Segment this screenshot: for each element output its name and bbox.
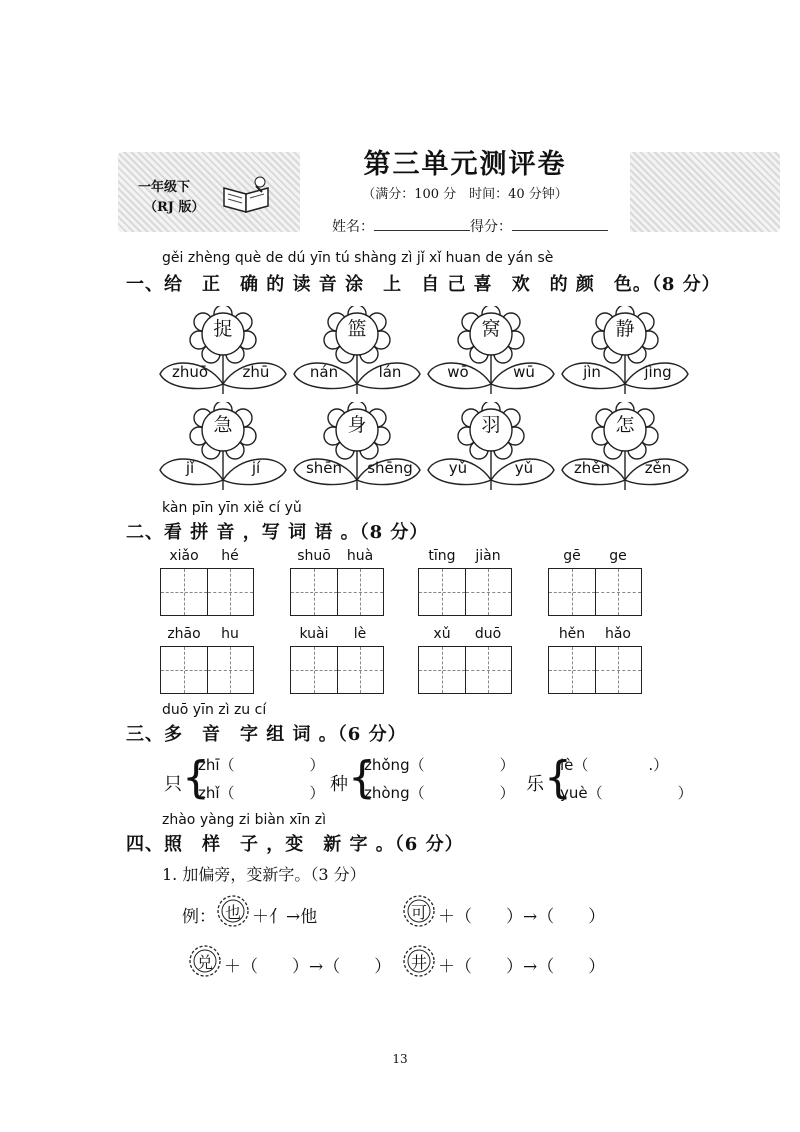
pinyin-option[interactable]: yǔ <box>514 459 534 477</box>
section1-pinyin: gěi zhèng què de dú yīn tú shàng zì jǐ xǐ huan de yán sè <box>162 250 554 266</box>
section2-heading: 二、看 拼 音 ，写 词 语 。（8 分） <box>126 522 429 543</box>
polyphone-char: 种 <box>330 774 348 795</box>
question-char: 可 <box>410 903 427 922</box>
flower-item <box>292 306 422 396</box>
pinyin-option[interactable]: zhuō <box>171 363 209 381</box>
page-title: 第三单元测评卷 <box>363 149 567 180</box>
writing-cell[interactable] <box>549 647 596 693</box>
pinyin-label: huà <box>346 548 374 564</box>
polyphone-blank[interactable]: zhòng（ ） <box>364 784 515 802</box>
pinyin-label: hěn <box>558 626 586 642</box>
flower-char: 静 <box>615 318 635 340</box>
polyphone-char: 乐 <box>526 774 544 795</box>
word-writing-grid <box>290 548 386 628</box>
writing-cell[interactable] <box>466 647 512 693</box>
flower-char: 捉 <box>213 318 233 340</box>
flower-item <box>158 306 288 396</box>
polyphone-char: 只 <box>164 774 182 795</box>
subquestion-label: 1. 加偏旁，变新字。（3 分） <box>162 865 366 884</box>
flower-char: 怎 <box>615 414 635 436</box>
sun-char <box>216 894 250 928</box>
writing-cell[interactable] <box>161 647 208 693</box>
flower-char: 羽 <box>481 414 501 436</box>
tianzige-boxes <box>160 646 254 694</box>
word-writing-grid <box>548 548 644 628</box>
writing-cell[interactable] <box>291 569 338 615</box>
answer-blank[interactable]: ＋（ ）→（ ） <box>438 957 606 977</box>
polyphone-item <box>526 752 696 812</box>
edition-label: （RJ 版） <box>144 200 205 215</box>
tianzige-boxes <box>290 568 384 616</box>
writing-cell[interactable] <box>466 569 512 615</box>
polyphone-blank[interactable]: zhī（ ） <box>198 756 325 774</box>
example-char: 也 <box>224 903 241 922</box>
section2-pinyin: kàn pīn yīn xiě cí yǔ <box>162 500 302 516</box>
pinyin-option[interactable]: wō <box>447 363 469 381</box>
pinyin-label: hu <box>221 626 239 642</box>
pinyin-label: xǔ <box>433 626 451 642</box>
pinyin-option[interactable]: wū <box>513 363 535 381</box>
word-writing-grid <box>418 626 514 706</box>
pinyin-option[interactable]: lán <box>378 363 402 381</box>
writing-cell[interactable] <box>338 569 384 615</box>
tianzige-boxes <box>548 568 642 616</box>
writing-cell[interactable] <box>208 647 254 693</box>
polyphone-item <box>164 752 334 812</box>
polyphone-item <box>330 752 520 812</box>
name-blank[interactable] <box>374 216 470 231</box>
polyphone-blank[interactable]: lè（ .） <box>560 756 669 774</box>
writing-cell[interactable] <box>419 647 466 693</box>
pinyin-option[interactable]: zhěn <box>573 459 611 477</box>
pinyin-label: tīng <box>428 548 456 564</box>
flower-item <box>426 306 556 396</box>
book-icon <box>220 174 276 214</box>
section4-heading: 四、照 样 子 ，变 新 字 。（6 分） <box>126 834 464 855</box>
pinyin-option[interactable]: zhū <box>242 363 270 381</box>
flower-item <box>426 402 556 492</box>
polyphone-blank[interactable]: zhǒng（ ） <box>364 756 515 774</box>
word-writing-grid <box>290 626 386 706</box>
flower-char: 篮 <box>347 318 367 340</box>
example-equation: ＋亻→他 <box>252 907 318 927</box>
pinyin-option[interactable]: jìn <box>583 363 601 381</box>
pinyin-label: kuài <box>299 626 329 642</box>
pinyin-label: hé <box>221 548 239 564</box>
example-label: 例： <box>182 907 216 927</box>
flower-char: 急 <box>213 414 233 436</box>
sun-char <box>402 894 436 928</box>
score-field[interactable] <box>470 216 608 236</box>
flower-item <box>560 402 690 492</box>
writing-cell[interactable] <box>338 647 384 693</box>
answer-blank[interactable]: ＋（ ）→（ ） <box>438 907 606 927</box>
flower-item <box>560 306 690 396</box>
pinyin-option[interactable]: shēn <box>305 459 343 477</box>
word-writing-grid <box>160 626 256 706</box>
writing-cell[interactable] <box>419 569 466 615</box>
pinyin-label: zhāo <box>167 626 201 642</box>
tianzige-boxes <box>548 646 642 694</box>
answer-blank[interactable]: ＋（ ）→（ ） <box>224 957 392 977</box>
writing-cell[interactable] <box>549 569 596 615</box>
polyphone-blank[interactable]: yuè（ ） <box>560 784 693 802</box>
pinyin-option[interactable]: jìng <box>644 363 672 381</box>
tianzige-boxes <box>160 568 254 616</box>
word-writing-grid <box>418 548 514 628</box>
brace-icon: { <box>544 752 572 803</box>
pinyin-option[interactable]: yǔ <box>448 459 468 477</box>
question-char: 井 <box>410 953 427 972</box>
word-writing-grid <box>548 626 644 706</box>
sun-char <box>402 944 436 978</box>
flower-char: 窝 <box>481 318 501 340</box>
tianzige-boxes <box>290 646 384 694</box>
section3-pinyin: duō yīn zì zu cí <box>162 702 267 718</box>
score-label: 得分： <box>470 219 512 235</box>
grade-label: 一年级下 <box>138 180 191 195</box>
pinyin-option[interactable]: zěn <box>644 459 672 477</box>
pinyin-option[interactable]: nán <box>309 363 339 381</box>
pinyin-label: jiàn <box>475 548 501 564</box>
writing-cell[interactable] <box>596 569 642 615</box>
pinyin-label: gē <box>563 548 581 564</box>
pinyin-option[interactable]: jí <box>251 459 261 477</box>
writing-cell[interactable] <box>161 569 208 615</box>
page-number: 13 <box>392 1052 408 1066</box>
brace-icon: { <box>348 752 376 803</box>
sun-char <box>188 944 222 978</box>
flower-item <box>292 402 422 492</box>
pinyin-option[interactable]: jǐ <box>185 459 195 477</box>
tianzige-boxes <box>418 646 512 694</box>
section4-pinyin: zhào yàng zi biàn xīn zì <box>162 812 326 828</box>
flower-item <box>158 402 288 492</box>
writing-cell[interactable] <box>596 647 642 693</box>
score-blank[interactable] <box>512 216 608 231</box>
name-field[interactable] <box>332 216 470 236</box>
pinyin-option[interactable]: shēng <box>367 459 413 477</box>
section1-heading: 一、给 正 确 的 读 音 涂 上 自 己 喜 欢 的 颜 色。（8 分） <box>126 274 721 295</box>
pinyin-label: ge <box>609 548 627 564</box>
brace-icon: { <box>182 752 210 803</box>
name-label: 姓名： <box>332 219 374 235</box>
page-subtitle: （满分：100 分 时间：40 分钟） <box>362 187 568 202</box>
flower-char: 身 <box>347 414 367 436</box>
pinyin-label: lè <box>353 626 367 642</box>
pinyin-label: xiǎo <box>169 548 199 564</box>
grade-badge <box>130 170 280 218</box>
tianzige-boxes <box>418 568 512 616</box>
word-writing-grid <box>160 548 256 628</box>
writing-cell[interactable] <box>208 569 254 615</box>
polyphone-blank[interactable]: zhǐ（ ） <box>198 784 325 802</box>
question-char: 兑 <box>196 953 213 972</box>
writing-cell[interactable] <box>291 647 338 693</box>
pinyin-label: shuō <box>297 548 331 564</box>
pinyin-label: hǎo <box>604 626 632 642</box>
section3-heading: 三、多 音 字 组 词 。（6 分） <box>126 724 407 745</box>
pinyin-label: duō <box>474 626 502 642</box>
